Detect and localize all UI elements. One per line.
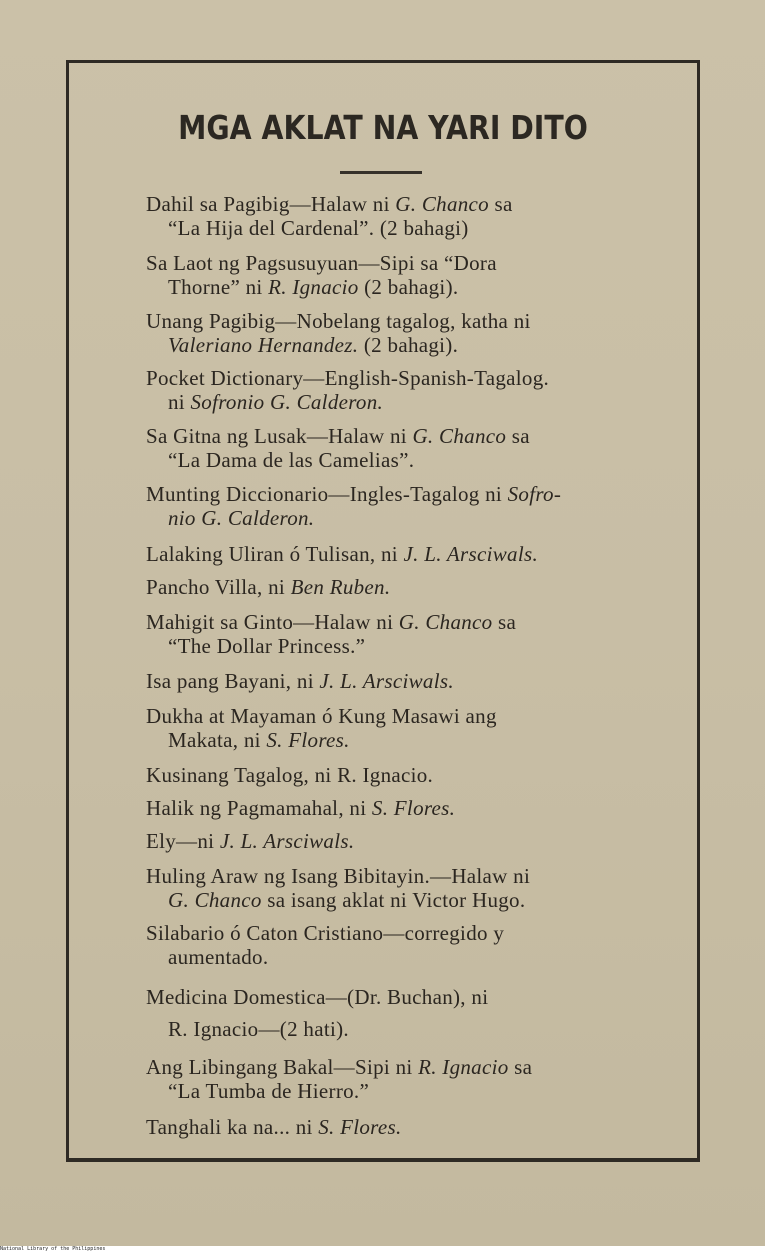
book-entry: Sa Gitna ng Lusak—Halaw ni G. Chanco sa “La Dama de las Camelias”. [146, 424, 530, 472]
page-title: MGA AKLAT NA YARI DITO [178, 108, 588, 147]
book-entry: Kusinang Tagalog, ni R. Ignacio. [146, 763, 434, 787]
title-underline [340, 171, 422, 174]
book-entry: Tanghali ka na... ni S. Flores. [146, 1115, 402, 1139]
book-entry: Dahil sa Pagibig—Halaw ni G. Chanco sa “La Hija del Cardenal”. (2 bahagi) [146, 192, 513, 240]
book-list [146, 190, 651, 1139]
book-entry: Medicina Domestica—(Dr. Buchan), ni R. Ignacio—(2 hati). [146, 985, 489, 1041]
book-entry: Huling Araw ng Isang Bibitayin.—Halaw ni G. Chanco sa isang aklat ni Victor Hugo. [146, 864, 531, 912]
book-entry: Pocket Dictionary—English-Spanish-Tagalog. ni Sofronio G. Calderon. [146, 366, 550, 414]
book-entry: Unang Pagibig—Nobelang tagalog, katha ni Valeriano Hernandez. (2 bahagi). [146, 309, 531, 357]
book-entry: Isa pang Bayani, ni J. L. Arsciwals. [146, 669, 454, 693]
book-entry: Ely—ni J. L. Arsciwals. [146, 829, 355, 853]
book-entry: Pancho Villa, ni Ben Ruben. [146, 575, 391, 599]
book-entry: Ang Libingang Bakal—Sipi ni R. Ignacio sa “La Tumba de Hierro.” [146, 1055, 533, 1103]
book-entry: Dukha at Mayaman ó Kung Masawi ang Makata, ni S. Flores. [146, 704, 497, 752]
book-entry: Sa Laot ng Pagsusuyuan—Sipi sa “Dora Thorne” ni R. Ignacio (2 bahagi). [146, 251, 497, 299]
source-caption: National Library of the Philippines [0, 1246, 765, 1253]
book-entry: Mahigit sa Ginto—Halaw ni G. Chanco sa “The Dollar Princess.” [146, 610, 517, 658]
book-entry: Halik ng Pagmamahal, ni S. Flores. [146, 796, 456, 820]
book-entry: Silabario ó Caton Cristiano—corregido y aumentado. [146, 921, 505, 969]
book-entry: Munting Diccionario—Ingles-Tagalog ni Sofro- nio G. Calderon. [146, 482, 562, 530]
book-entry: Lalaking Uliran ó Tulisan, ni J. L. Arsciwals. [146, 542, 539, 566]
